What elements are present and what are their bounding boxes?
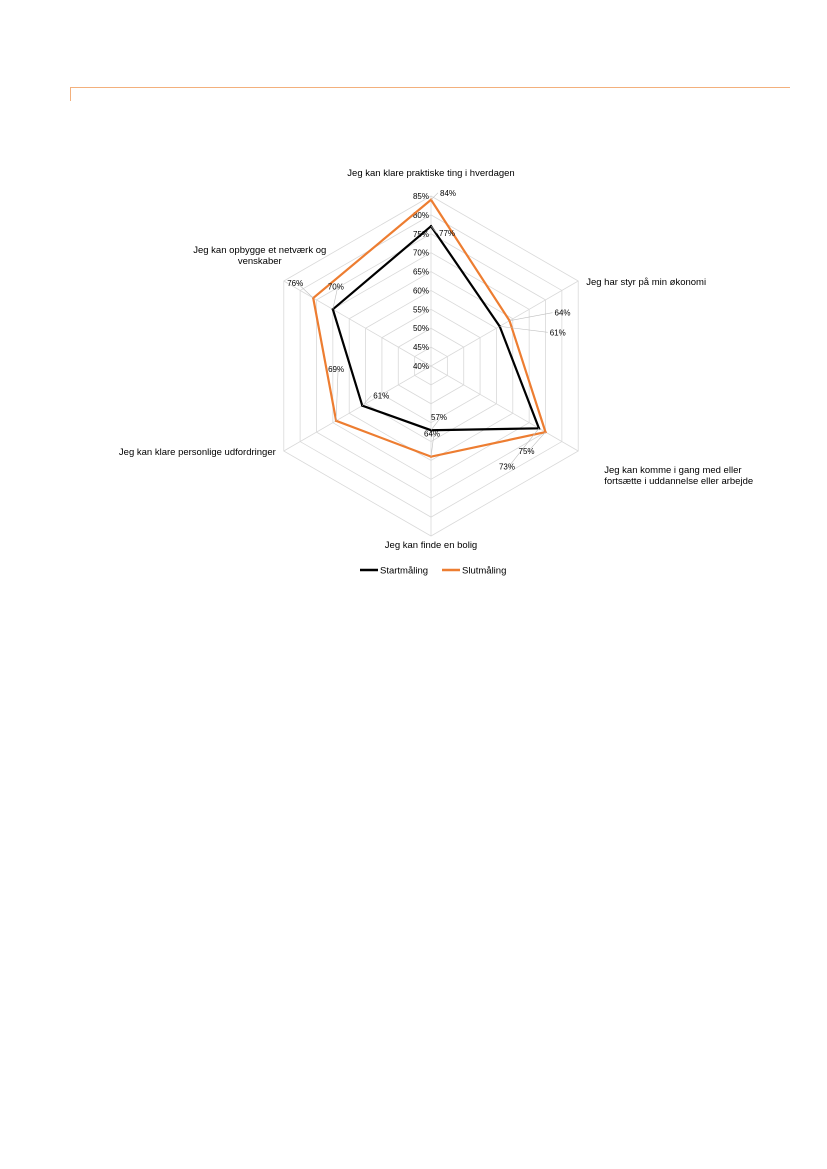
- axis-label-4: Jeg kan klare personlige udfordringer: [118, 447, 276, 458]
- grid-spoke-1: [431, 281, 578, 366]
- data-label-leader-1-4: [336, 369, 338, 421]
- tick-label-65: 65%: [412, 267, 430, 277]
- data-label-0-1: 61%: [549, 328, 566, 338]
- tick-label-75: 75%: [412, 229, 430, 239]
- tick-label-60: 60%: [412, 286, 430, 296]
- axis-label-5-line-1: venskaber: [237, 256, 282, 267]
- data-label-0-5: 70%: [327, 282, 344, 292]
- tick-label-55: 55%: [412, 305, 430, 315]
- data-label-1-5: 76%: [287, 279, 304, 288]
- data-label-1-0: 84%: [440, 188, 457, 198]
- data-label-leader-0-1: [500, 326, 548, 332]
- axis-label-3: Jeg kan finde en bolig: [384, 540, 478, 551]
- tick-label-45: 45%: [412, 343, 430, 353]
- data-label-0-4: 61%: [373, 391, 390, 401]
- data-label-1-4: 69%: [328, 364, 345, 374]
- grid-spoke-5: [284, 281, 431, 366]
- axis-label-1: Jeg har styr på min økonomi: [586, 277, 707, 288]
- legend-label-1: Slutmåling: [462, 565, 507, 577]
- tick-label-80: 80%: [412, 210, 430, 220]
- data-label-1-1: 64%: [554, 308, 571, 318]
- grid-spoke-2: [431, 366, 578, 451]
- legend-label-0: Startmåling: [380, 565, 429, 577]
- axis-label-5-line-0: Jeg kan opbygge et netværk og: [193, 245, 327, 256]
- axis-label-0: Jeg kan klare praktiske ting i hverdagen: [347, 168, 515, 179]
- tick-label-85: 85%: [412, 192, 430, 201]
- data-label-0-0: 77%: [439, 229, 456, 239]
- series-line-slutmaaling: [313, 200, 545, 457]
- data-label-0-2: 73%: [498, 462, 515, 472]
- grid-spoke-4: [284, 366, 431, 451]
- axis-label-2-line-0: Jeg kan komme i gang med eller: [604, 465, 742, 476]
- data-label-1-2: 75%: [518, 447, 535, 457]
- tick-label-40: 40%: [412, 362, 430, 371]
- tick-label-50: 50%: [412, 324, 430, 334]
- data-label-0-3: 57%: [431, 413, 448, 423]
- axis-label-2-line-1: fortsætte i uddannelse eller arbejde: [604, 476, 754, 487]
- tick-label-70: 70%: [412, 248, 430, 258]
- data-label-1-3: 64%: [424, 429, 441, 439]
